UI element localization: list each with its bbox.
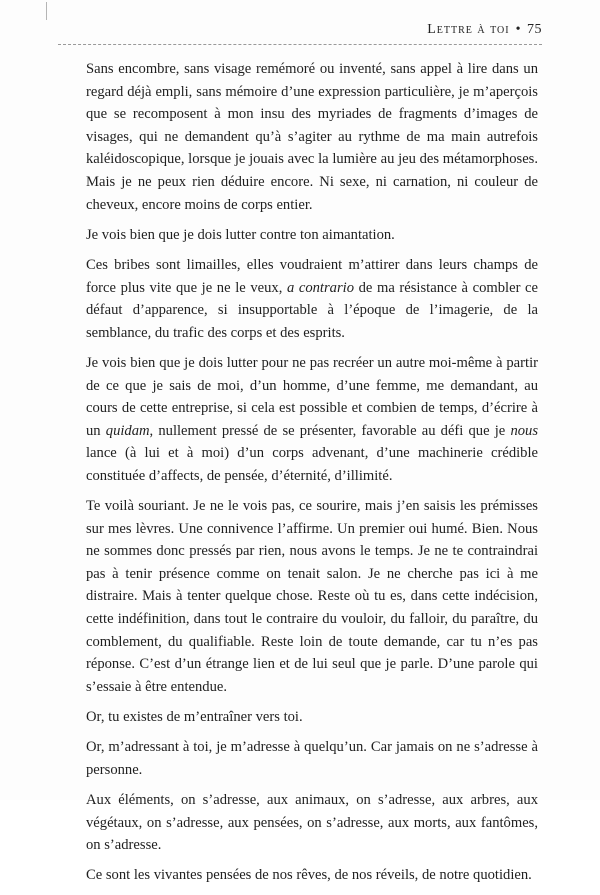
italic-text: quidam <box>105 422 150 439</box>
page-number: 75 <box>527 22 542 37</box>
running-header <box>427 22 542 38</box>
paragraph-text: lance (à lui et à moi) d’un corps advenant, d’une machinerie crédible constituée d’affects, de pensée, d’éternité, d’illimité. <box>86 445 538 484</box>
paragraph <box>86 736 538 781</box>
paragraph-text: Aux éléments, on s’adresse, aux animaux, on s’adresse, aux arbres, aux végétaux, on s’adresse, aux pensées, on s’adresse, aux morts, aux fantômes, on s’adresse. <box>86 791 538 854</box>
paragraph <box>86 789 538 857</box>
paragraph <box>86 58 538 216</box>
paragraph <box>86 495 538 698</box>
italic-text: a contrario <box>286 279 354 296</box>
paragraph-text: , nullement pressé de se présenter, favorable au défi que je <box>149 422 511 439</box>
scan-edge-mark <box>46 2 47 20</box>
paragraph-text: de ma résistance à combler ce défaut d’apparence, si insupportable à l’époque de l’imagerie, de la semblance, du trafic des corps et des esprits. <box>86 279 539 341</box>
header-bullet: • <box>515 22 521 37</box>
paragraph-text: Sans encombre, sans visage remémoré ou inventé, sans appel à lire dans un regard déjà empli, sans mémoire d’une expression particulière, je m’aperçois que se recomposent à mon insu des myriades de fragments d’images de visages, qui ne demandent qu’à s’agiter au rythme de ma main autrefois kaléidoscopique, lorsque je jouais avec la lumière au jeu des métamorphoses. Mais je ne peux rien déduire encore. Ni sexe, ni carnation, ni couleur de cheveux, encore moins de corps entier. <box>86 61 538 213</box>
paragraph-text: Or, tu existes de m’entraîner vers toi. <box>86 709 303 725</box>
paragraph <box>86 864 538 887</box>
paragraph <box>86 254 538 344</box>
paragraph <box>86 224 538 247</box>
paragraph-text: Ce sont les vivantes pensées de nos rêves, de nos réveils, de notre quotidien. <box>86 867 532 884</box>
paragraph-text: Ces bribes sont limailles, elles voudraient m’attirer dans leurs champs de force plus vite que je ne le veux, <box>86 256 538 296</box>
body-text <box>86 58 538 895</box>
italic-text: nous <box>510 422 539 439</box>
paragraph-text: Je vois bien que je dois lutter contre ton aimantation. <box>86 226 395 243</box>
paragraph <box>86 352 538 488</box>
paragraph <box>86 706 538 729</box>
paragraph-text: Or, m’adressant à toi, je m’adresse à quelqu’un. Car jamais on ne s’adresse à personne. <box>86 739 538 778</box>
paragraph-text: Je vois bien que je dois lutter pour ne pas recréer un autre moi-même à partir de ce que je sais de moi, d’un homme, d’une femme, me demandant, au cours de cette entreprise, si cela est possible et combien de temps, d’écrire à un <box>86 354 538 439</box>
paragraph-text: Te voilà souriant. Je ne le vois pas, ce sourire, mais j’en saisis les prémisses sur mes lèvres. Une connivence l’affirme. Un premier oui humé. Bien. Nous ne sommes donc pressés par rien, nous avons le temps. Je ne te contraindrai pas à tenir présence comme on tenait salon. Je ne cherche pas ici à me distraire. Mais à tenter quelque chose. Reste où tu es, dans cette indécision, cette indéfinition, dans tout le contraire du vouloir, du falloir, du paraître, du comblement, du qualifiable. Reste loin de toute demande, car tu n’es pas réponse. C’est d’un étrange lien et de lui seul que je parle. D’une parole qui s’essaie à être entendue. <box>86 498 538 695</box>
running-header-title: Lettre à toi <box>427 22 510 37</box>
header-divider <box>58 44 542 45</box>
